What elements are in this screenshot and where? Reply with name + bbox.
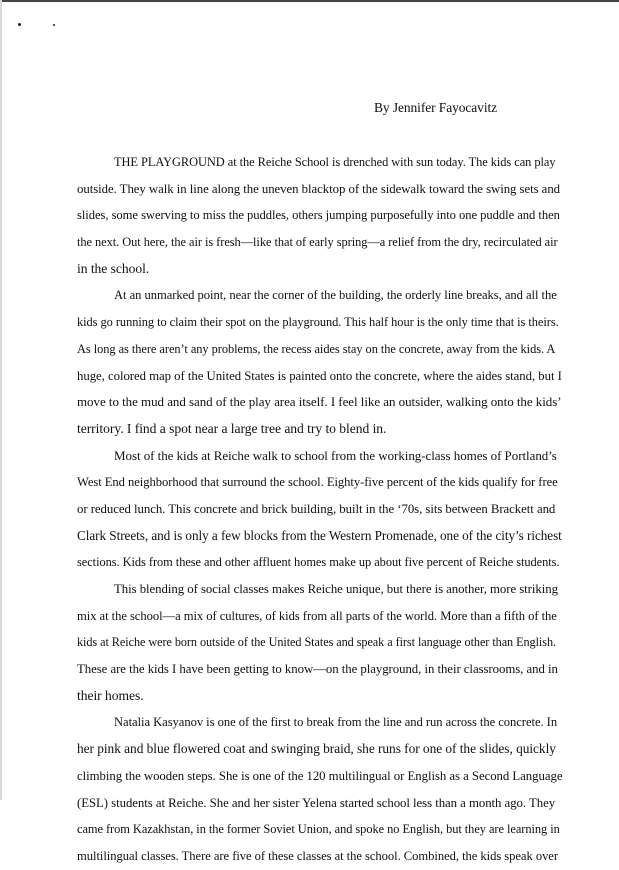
text-line: sections. Kids from these and other affluent homes make up about five percent of Reiche students.	[77, 555, 560, 570]
text-line: (ESL) students at Reiche. She and her sister Yelena started school less than a month ago. They	[77, 795, 556, 810]
text-line: the next. Out here, the air is fresh—like that of early spring—a relief from the dry, recirculated air	[77, 235, 558, 250]
text-line: climbing the wooden steps. She is one of the 120 multilingual or English as a Second Language	[77, 768, 563, 783]
text-line: multilingual classes. There are five of these classes at the school. Combined, the kids speak over	[77, 848, 558, 863]
text-line: Most of the kids at Reiche walk to school from the working-class homes of Portland’s	[114, 447, 557, 463]
text-line: came from Kazakhstan, in the former Soviet Union, and spoke no English, but they are learning in	[77, 822, 560, 837]
text-line: her pink and blue flowered coat and swinging braid, she runs for one of the slides, quickly	[77, 741, 556, 757]
scan-left-edge	[0, 0, 2, 800]
text-line: or reduced lunch. This concrete and brick building, built in the ‘70s, sits between Brackett and	[77, 501, 556, 516]
article-body	[77, 149, 562, 870]
paragraph	[77, 443, 562, 576]
paragraph	[77, 282, 562, 442]
text-line: slides, some swerving to miss the puddles, others jumping purposefully into one puddle and then	[77, 208, 560, 223]
text-line: THE PLAYGROUND at the Reiche School is drenched with sun today. The kids can play	[114, 155, 556, 169]
text-line: in the school.	[77, 260, 150, 276]
scan-speck	[18, 23, 21, 26]
text-line: huge, colored map of the United States is painted onto the concrete, where the aides stand, but I	[77, 368, 562, 383]
text-line: move to the mud and sand of the play area itself. I feel like an outsider, walking onto the kids’	[77, 394, 562, 410]
paragraph	[77, 709, 562, 869]
text-line: This blending of social classes makes Reiche unique, but there is another, more striking	[114, 582, 558, 596]
paragraph	[77, 576, 562, 709]
text-line: As long as there aren’t any problems, the recess aides stay on the concrete, away from the kids. A	[77, 341, 556, 356]
author-byline: By Jennifer Fayocavitz	[374, 100, 498, 115]
text-line: territory. I find a spot near a large tree and try to blend in.	[77, 420, 387, 436]
text-line: outside. They walk in line along the uneven blacktop of the sidewalk toward the swing sets and	[77, 181, 561, 196]
scan-top-edge	[0, 0, 619, 2]
text-line: These are the kids I have been getting to know—on the playground, in their classrooms, and in	[77, 662, 558, 677]
text-line: their homes.	[77, 687, 144, 703]
scan-speck	[53, 24, 55, 26]
text-line: Natalia Kasyanov is one of the first to break from the line and run across the concrete. In	[114, 715, 558, 730]
text-line: kids at Reiche were born outside of the United States and speak a first language other than English.	[77, 635, 556, 650]
text-line: At an unmarked point, near the corner of the building, the orderly line breaks, and all the	[114, 288, 557, 303]
text-line: kids go running to claim their spot on the playground. This half hour is the only time that is theirs.	[77, 315, 559, 330]
text-line: West End neighborhood that surround the school. Eighty-five percent of the kids qualify for free	[77, 475, 558, 490]
text-line: Clark Streets, and is only a few blocks from the Western Promenade, one of the city’s richest	[77, 527, 562, 543]
text-line: mix at the school—a mix of cultures, of kids from all parts of the world. More than a fifth of the	[77, 608, 557, 623]
paragraph	[77, 149, 562, 282]
